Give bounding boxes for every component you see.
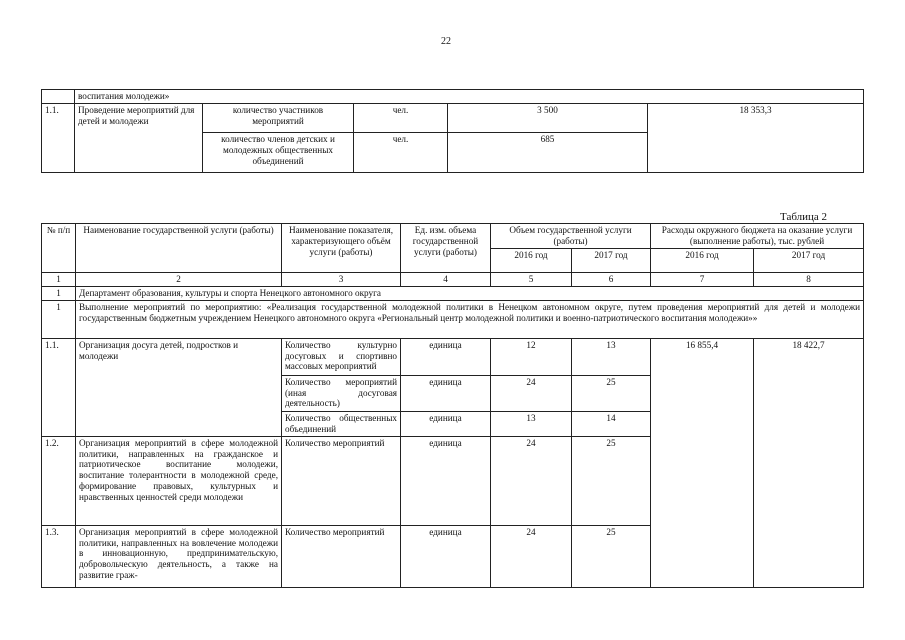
- page-number: 22: [441, 36, 451, 47]
- row-number: 1.2.: [42, 436, 76, 525]
- value-2016: 13: [491, 411, 572, 436]
- table-caption: Таблица 2: [780, 211, 828, 223]
- col-number: 3: [282, 273, 401, 287]
- value-2017: 25: [572, 375, 651, 411]
- column-numbers-row: [42, 273, 864, 287]
- indicator-name: Количество культурно досуговых и спортивно массовых мероприятий: [282, 338, 401, 375]
- service-name: Организация мероприятий в сфере молодежной политики, направленных на вовлечение молодежи в инновационную, предпринимательскую, добровольческую деятельность, а также на развитие граж-: [76, 525, 282, 587]
- services-table: [41, 223, 864, 588]
- header-volume: Объем государственной услуги (работы): [491, 224, 651, 249]
- unit: единица: [401, 375, 491, 411]
- indicator-name: Количество общественных объединений: [282, 411, 401, 436]
- value-2017: 14: [572, 411, 651, 436]
- continuation-text: воспитания молодежи»: [75, 90, 864, 104]
- indicator-name: Количество мероприятий (иная досуговая деятельность): [282, 375, 401, 411]
- indicator-name: количество участников мероприятий: [203, 104, 354, 133]
- budget-2016: 16 855,4: [651, 338, 754, 587]
- row-number: 1.1.: [42, 338, 76, 436]
- value-2016: 24: [491, 375, 572, 411]
- department-name: Департамент образования, культуры и спорта Ненецкого автономного округа: [76, 286, 864, 300]
- indicator-name: Количество мероприятий: [282, 525, 401, 587]
- col-number: 4: [401, 273, 491, 287]
- indicator-name: Количество мероприятий: [282, 436, 401, 525]
- unit: единица: [401, 411, 491, 436]
- value: 3 500: [448, 104, 648, 133]
- row-number: 1.1.: [42, 104, 75, 173]
- header-year: 2016 год: [491, 249, 572, 273]
- unit: единица: [401, 525, 491, 587]
- value-2017: 13: [572, 338, 651, 375]
- event-name: Проведение мероприятий для детей и молодежи: [75, 104, 203, 173]
- value-2016: 24: [491, 436, 572, 525]
- row-number: 1: [42, 300, 76, 338]
- header-year: 2017 год: [754, 249, 864, 273]
- header-service: Наименование государственной услуги (работы): [76, 224, 282, 273]
- unit: единица: [401, 436, 491, 525]
- budget-2017: 18 422,7: [754, 338, 864, 587]
- unit: чел.: [354, 104, 448, 133]
- service-name: Организация досуга детей, подростков и молодежи: [76, 338, 282, 436]
- unit: чел.: [354, 133, 448, 173]
- header-num: № п/п: [42, 224, 76, 273]
- header-year: 2016 год: [651, 249, 754, 273]
- col-number: 5: [491, 273, 572, 287]
- table-row: [42, 338, 864, 375]
- event-row: [42, 300, 864, 338]
- table-row: [42, 104, 864, 133]
- header-unit: Ед. изм. объема государственной услуги (работы): [401, 224, 491, 273]
- unit: единица: [401, 338, 491, 375]
- col-number: 6: [572, 273, 651, 287]
- header-expenses: Расходы окружного бюджета на оказание услуги (выполнение работы), тыс. рублей: [651, 224, 864, 249]
- row-number: 1.3.: [42, 525, 76, 587]
- header-row: [42, 224, 864, 249]
- budget-value: 18 353,3: [648, 104, 864, 173]
- service-name: Организация мероприятий в сфере молодежной политики, направленных на гражданское и патриотическое воспитание молодежи, воспитание толерантности в молодежной среде, формирование правовых, культурных и нравственных ценностей среди молодежи: [76, 436, 282, 525]
- value-2016: 12: [491, 338, 572, 375]
- event-description: Выполнение мероприятий по мероприятию: «Реализация государственной молодежной политики в Ненецком автономном округе, путем проведения мероприятий для детей и молодежи государственным бюджетным учреждением Ненецкого автономного округа «Региональный центр молодежной политики и военно-патриотического воспитания молодежи»»: [76, 300, 864, 338]
- value-2016: 24: [491, 525, 572, 587]
- indicator-name: количество членов детских и молодежных общественных объединений: [203, 133, 354, 173]
- continuation-table: [41, 89, 864, 173]
- value-2017: 25: [572, 525, 651, 587]
- col-number: 8: [754, 273, 864, 287]
- col-number: 7: [651, 273, 754, 287]
- header-year: 2017 год: [572, 249, 651, 273]
- value: 685: [448, 133, 648, 173]
- value-2017: 25: [572, 436, 651, 525]
- col-number: 2: [76, 273, 282, 287]
- header-indicator: Наименование показателя, характеризующего объём услуги (работы): [282, 224, 401, 273]
- col-number: 1: [42, 273, 76, 287]
- department-row: [42, 286, 864, 300]
- row-number: 1: [42, 286, 76, 300]
